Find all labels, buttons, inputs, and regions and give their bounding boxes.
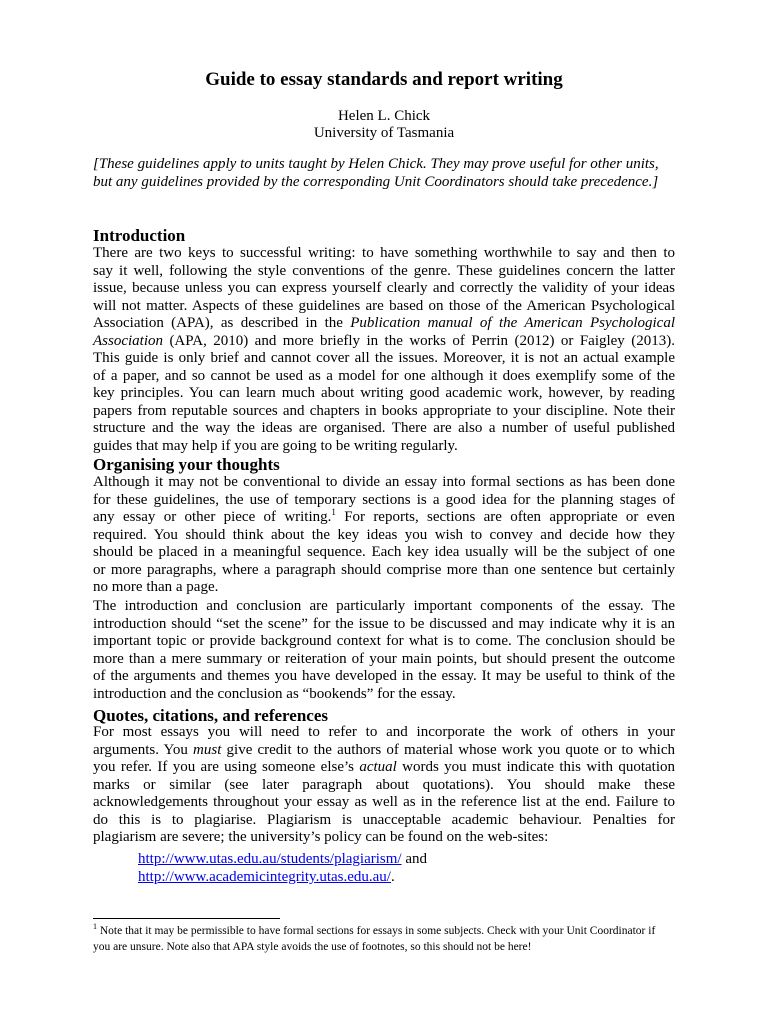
emphasis: actual — [359, 759, 397, 776]
text-line: of a paper, and so cannot be used as a model for one although it does exemplify some of the — [93, 367, 675, 384]
text-line: important topic or provide background context for what is to come. The conclusion should be — [93, 633, 675, 650]
link-connector: and — [401, 851, 427, 867]
footnote-marker: 1 — [331, 507, 336, 518]
footnote-text: Note that it may be permissible to have formal sections for essays in some subjects. Check with your Unit Coordinator if you are unsure. Note also that APA style avoids the use of footnotes, so this should not be here! — [93, 925, 656, 953]
guidelines-note: [These guidelines apply to units taught by Helen Chick. They may prove useful for other units, but any guidelines provided by the corresponding Unit Coordinators should take precedence.] — [93, 156, 659, 190]
text-line: do this is to plagiarise. Plagiarism is unacceptable academic behaviour. Penalties for — [93, 811, 675, 828]
emphasis: must — [193, 741, 222, 758]
plagiarism-links — [138, 850, 427, 886]
publication-title-cont: Association — [93, 332, 163, 349]
text-run: you refer. If you are using someone else’s — [93, 759, 360, 776]
text-run: Association (APA), as described in the — [93, 315, 351, 332]
link-line — [138, 850, 427, 868]
text-line: introduction should “set the scene” for the issue to be discussed and may indicate why it is an — [93, 615, 675, 632]
text-line: key principles. You can learn much about writing good academic work, however, by reading — [93, 385, 675, 402]
publication-title: Publication manual of the American Psychological — [350, 315, 675, 332]
introduction-paragraph — [93, 245, 675, 456]
organising-paragraph-2 — [93, 598, 675, 703]
organising-paragraph-1 — [93, 474, 675, 597]
text-run: arguments. You — [93, 741, 194, 758]
text-line: introduction and the conclusion as “bookends” for the essay. — [93, 685, 456, 702]
text-line: papers from reputable sources and chapters in books appropriate to your discipline. Note their — [93, 402, 675, 419]
text-line: marks or similar (see later paragraph about quotations). You should make these — [93, 776, 675, 793]
text-run: give credit to the authors of material whose work you quote or to which — [221, 741, 675, 758]
text-run: (APA, 2010) and more briefly in the works of Perrin (2012) or Faigley (2013). — [163, 332, 675, 349]
text-line — [93, 742, 675, 760]
text-line: There are two keys to successful writing: to have something worthwhile to say and then to — [93, 245, 675, 261]
text-line — [93, 759, 675, 777]
text-line: or more paragraphs, where a paragraph should comprise more than one sentence but certainly — [93, 561, 675, 578]
heading-organising: Organising your thoughts — [93, 455, 280, 474]
text-line: for these guidelines, the use of temporary sections is a good idea for the planning stages of — [93, 491, 675, 508]
link-end: . — [390, 869, 395, 885]
document-title: Guide to essay standards and report writing — [205, 69, 563, 90]
text-line: should be placed in a meaningful sequence. Each key idea usually will be the subject of one — [93, 544, 675, 561]
heading-quotes: Quotes, citations, and references — [93, 706, 328, 725]
text-line — [93, 315, 675, 333]
footnote-divider — [93, 918, 280, 919]
author-name: Helen L. Chick — [337, 108, 431, 124]
text-line: will not matter. Aspects of these guidelines are based on those of the American Psychological — [93, 297, 675, 314]
text-line: guides that may help if you are going to be writing regularly. — [93, 438, 458, 455]
text-line: plagiarism are severe; the university’s policy can be found on the web-sites: — [93, 829, 549, 846]
text-line: acknowledgements throughout your essay as well as in the reference list at the end. Failure to — [93, 794, 675, 811]
footnote — [93, 923, 673, 955]
link-line — [138, 868, 427, 886]
text-line: no more than a page. — [93, 579, 219, 596]
text-run: words you must indicate this with quotation — [396, 759, 675, 776]
text-line: more than a mere summary or reiteration of your main points, but should present the outcome — [93, 650, 675, 667]
footnote-number: 1 — [93, 922, 97, 932]
author-affiliation: University of Tasmania — [313, 125, 455, 141]
text-line — [93, 333, 675, 351]
text-line: The introduction and conclusion are particularly important components of the essay. The — [93, 598, 675, 614]
text-line: issue, because unless you can express yourself clearly and correctly the validity of your ideas — [93, 280, 675, 297]
text-line: For most essays you will need to refer to and incorporate the work of others in your — [93, 724, 675, 740]
text-run: For reports, sections are often appropriate or even — [335, 509, 675, 526]
academic-integrity-link[interactable]: http://www.academicintegrity.utas.edu.au/ — [138, 869, 391, 885]
heading-introduction: Introduction — [93, 226, 186, 245]
text-line: structure and the way the ideas are organised. There are also a number of useful published — [93, 420, 675, 437]
text-line: Although it may not be conventional to divide an essay into formal sections as has been done — [93, 474, 675, 490]
utas-plagiarism-link[interactable]: http://www.utas.edu.au/students/plagiarism/ — [138, 851, 402, 867]
text-run: any essay or other piece of writing. — [93, 509, 332, 526]
text-line: This guide is only brief and cannot cover all the issues. Moreover, it is not an actual example — [93, 350, 675, 367]
text-line — [93, 509, 675, 527]
text-line: of the arguments and themes you have developed in the essay. It may be useful to think of the — [93, 668, 675, 685]
quotes-paragraph — [93, 724, 675, 847]
text-line: say it well, following the style conventions of the genre. These guidelines concern the latter — [93, 262, 675, 279]
text-line: required. You should think about the key ideas you wish to convey and decide how they — [93, 526, 675, 543]
